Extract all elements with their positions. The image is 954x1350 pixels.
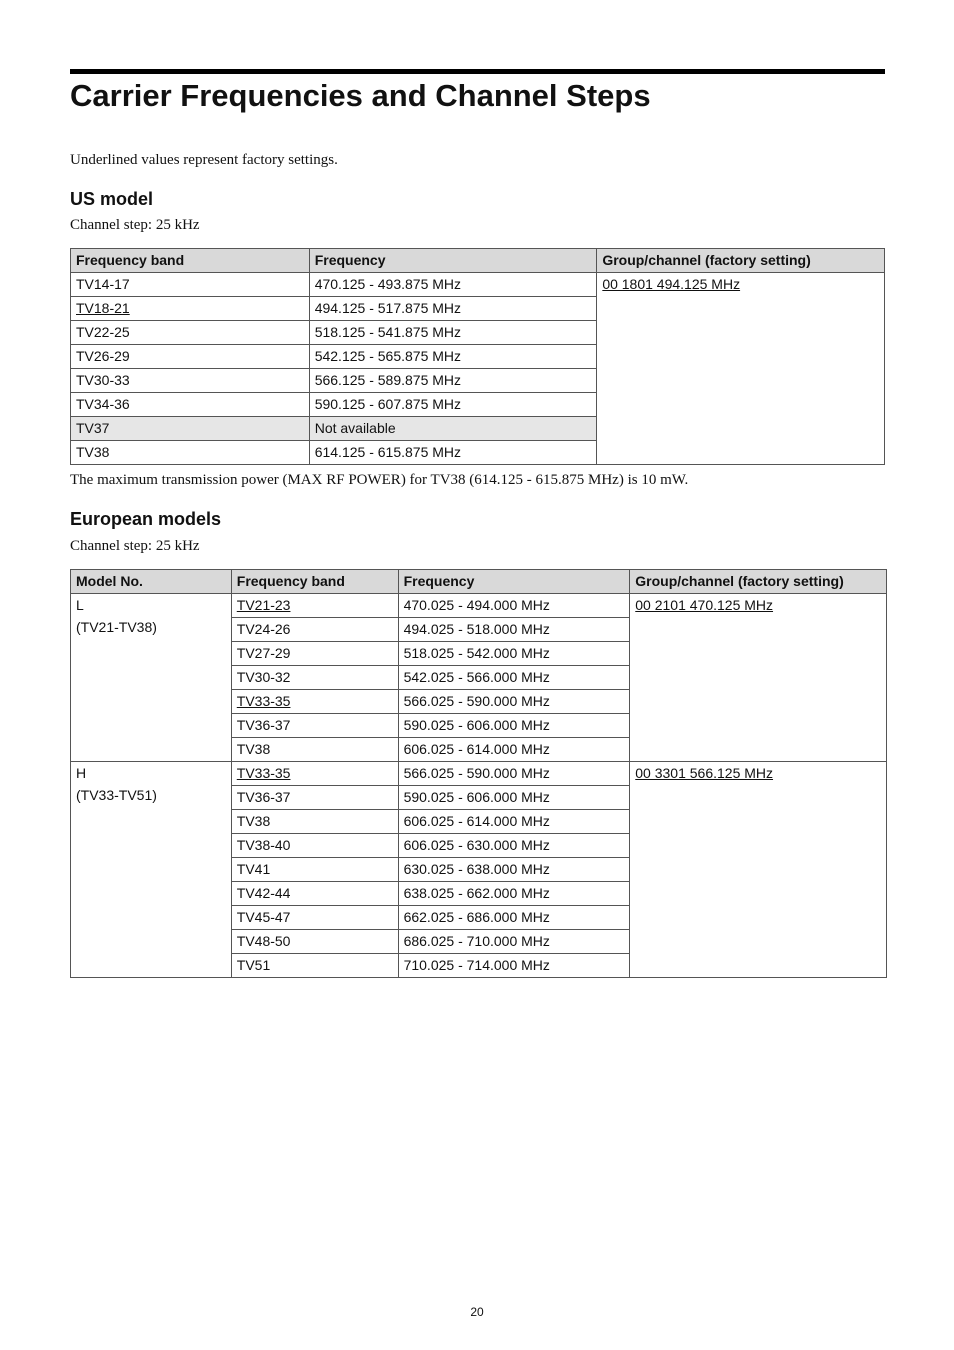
frequency-cell: 590.025 - 606.000 MHz bbox=[398, 714, 630, 738]
band-cell: TV14-17 bbox=[71, 273, 310, 297]
band-cell: TV33-35 bbox=[231, 762, 398, 786]
column-header: Frequency band bbox=[231, 570, 398, 594]
frequency-cell: 710.025 - 714.000 MHz bbox=[398, 954, 630, 978]
frequency-cell: 518.025 - 542.000 MHz bbox=[398, 642, 630, 666]
column-header: Model No. bbox=[71, 570, 232, 594]
frequency-cell: 614.125 - 615.875 MHz bbox=[309, 441, 597, 465]
band-cell: TV36-37 bbox=[231, 714, 398, 738]
frequency-cell: 542.025 - 566.000 MHz bbox=[398, 666, 630, 690]
table-row bbox=[71, 762, 887, 786]
band-cell: TV48-50 bbox=[231, 930, 398, 954]
frequency-cell: 606.025 - 630.000 MHz bbox=[398, 834, 630, 858]
frequency-cell: 542.125 - 565.875 MHz bbox=[309, 345, 597, 369]
band-cell: TV38 bbox=[231, 810, 398, 834]
us-power-footnote: The maximum transmission power (MAX RF POWER) for TV38 (614.125 - 615.875 MHz) is 10 mW. bbox=[70, 472, 689, 488]
column-header: Group/channel (factory setting) bbox=[630, 570, 887, 594]
frequency-cell: 470.125 - 493.875 MHz bbox=[309, 273, 597, 297]
table-header-row bbox=[71, 249, 885, 273]
frequency-cell: 590.025 - 606.000 MHz bbox=[398, 786, 630, 810]
intro-note: Underlined values represent factory settings. bbox=[70, 152, 338, 168]
frequency-cell: 630.025 - 638.000 MHz bbox=[398, 858, 630, 882]
title-rule bbox=[70, 69, 885, 74]
band-cell: TV21-23 bbox=[231, 594, 398, 618]
model-cell bbox=[71, 762, 232, 978]
column-header: Frequency band bbox=[71, 249, 310, 273]
us-model-heading: US model bbox=[70, 189, 154, 209]
band-cell: TV27-29 bbox=[231, 642, 398, 666]
band-cell: TV36-37 bbox=[231, 786, 398, 810]
band-cell: TV42-44 bbox=[231, 882, 398, 906]
table-header-row bbox=[71, 570, 887, 594]
frequency-cell: 566.025 - 590.000 MHz bbox=[398, 762, 630, 786]
eu-channel-step: Channel step: 25 kHz bbox=[70, 538, 200, 554]
frequency-cell: 494.125 - 517.875 MHz bbox=[309, 297, 597, 321]
band-cell: TV34-36 bbox=[71, 393, 310, 417]
column-header: Frequency bbox=[309, 249, 597, 273]
frequency-cell: 518.125 - 541.875 MHz bbox=[309, 321, 597, 345]
band-cell: TV41 bbox=[231, 858, 398, 882]
frequency-cell: 470.025 - 494.000 MHz bbox=[398, 594, 630, 618]
us-channel-step: Channel step: 25 kHz bbox=[70, 217, 200, 233]
frequency-cell: 606.025 - 614.000 MHz bbox=[398, 810, 630, 834]
band-cell: TV38 bbox=[71, 441, 310, 465]
model-cell bbox=[71, 594, 232, 762]
table-row bbox=[71, 273, 885, 297]
model-code: H bbox=[76, 765, 87, 781]
column-header: Group/channel (factory setting) bbox=[597, 249, 885, 273]
frequency-cell: 494.025 - 518.000 MHz bbox=[398, 618, 630, 642]
band-cell: TV38-40 bbox=[231, 834, 398, 858]
band-cell: TV30-32 bbox=[231, 666, 398, 690]
us-frequency-table bbox=[70, 248, 885, 465]
frequency-cell: 566.125 - 589.875 MHz bbox=[309, 369, 597, 393]
band-cell: TV30-33 bbox=[71, 369, 310, 393]
model-range: (TV33-TV51) bbox=[76, 787, 157, 803]
model-range: (TV21-TV38) bbox=[76, 619, 157, 635]
frequency-cell: 606.025 - 614.000 MHz bbox=[398, 738, 630, 762]
band-cell: TV24-26 bbox=[231, 618, 398, 642]
band-cell: TV22-25 bbox=[71, 321, 310, 345]
factory-setting-cell: 00 2101 470.125 MHz bbox=[630, 594, 887, 762]
band-cell: TV45-47 bbox=[231, 906, 398, 930]
band-cell: TV38 bbox=[231, 738, 398, 762]
european-models-heading: European models bbox=[70, 509, 222, 529]
table-row bbox=[71, 594, 887, 618]
frequency-cell: 686.025 - 710.000 MHz bbox=[398, 930, 630, 954]
frequency-cell: 638.025 - 662.000 MHz bbox=[398, 882, 630, 906]
band-cell: TV26-29 bbox=[71, 345, 310, 369]
frequency-cell: 566.025 - 590.000 MHz bbox=[398, 690, 630, 714]
model-code: L bbox=[76, 597, 84, 613]
band-cell: TV18-21 bbox=[71, 297, 310, 321]
page-number: 20 bbox=[470, 1305, 484, 1319]
frequency-cell: 662.025 - 686.000 MHz bbox=[398, 906, 630, 930]
frequency-cell: Not available bbox=[309, 417, 597, 441]
band-cell: TV33-35 bbox=[231, 690, 398, 714]
band-cell: TV51 bbox=[231, 954, 398, 978]
frequency-cell: 590.125 - 607.875 MHz bbox=[309, 393, 597, 417]
factory-setting-cell: 00 3301 566.125 MHz bbox=[630, 762, 887, 978]
page-title: Carrier Frequencies and Channel Steps bbox=[70, 78, 651, 113]
factory-setting-cell: 00 1801 494.125 MHz bbox=[597, 273, 885, 465]
band-cell: TV37 bbox=[71, 417, 310, 441]
column-header: Frequency bbox=[398, 570, 630, 594]
eu-frequency-table bbox=[70, 569, 887, 978]
